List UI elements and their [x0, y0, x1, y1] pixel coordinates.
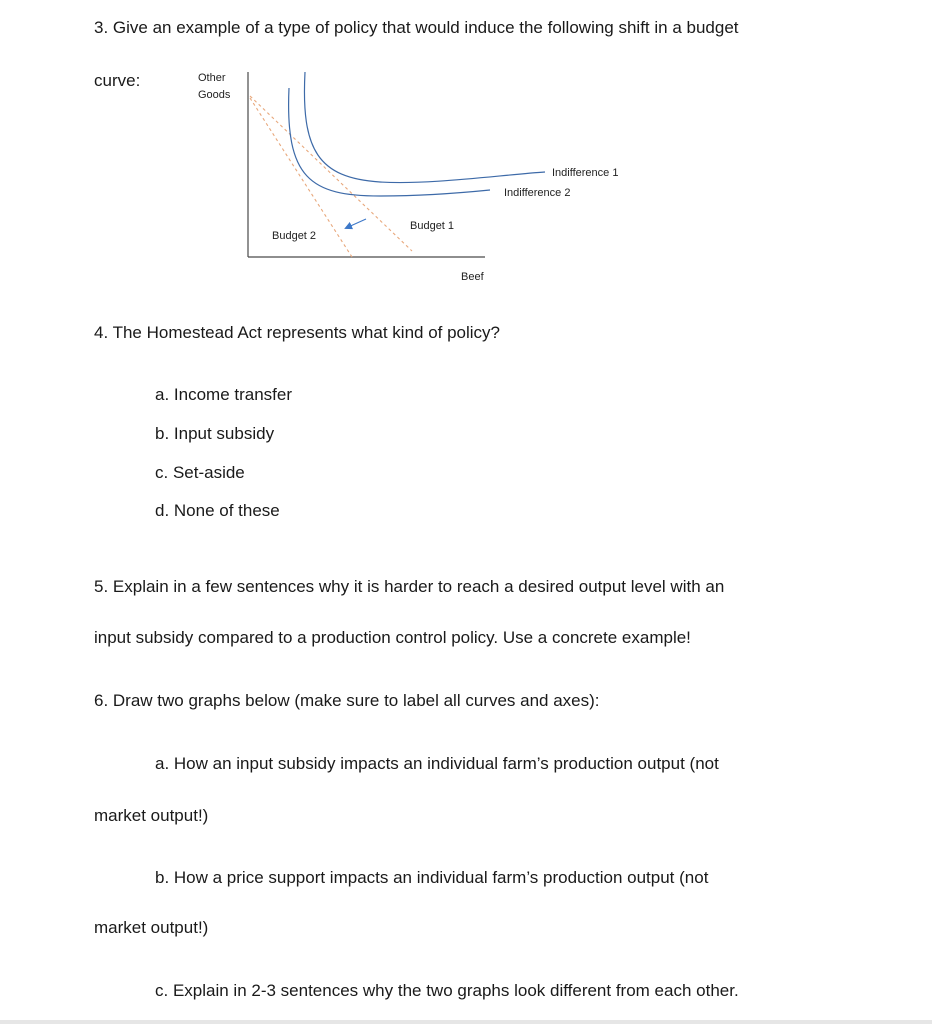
- question-3-text: 3. Give an example of a type of policy that would induce the following shift in a budget: [94, 18, 739, 37]
- option-b: b. Input subsidy: [155, 424, 275, 443]
- question-6a-line-2: market output!): [94, 806, 209, 825]
- option-c: c. Set-aside: [155, 463, 245, 482]
- shift-arrow: [346, 219, 366, 228]
- question-6a-line-1: a. How an input subsidy impacts an individual farm’s production output (not: [155, 754, 719, 773]
- question-6-text: 6. Draw two graphs below (make sure to label all curves and axes):: [94, 691, 600, 710]
- question-4-text: 4. The Homestead Act represents what kind of policy?: [94, 323, 501, 342]
- indifference-2-label: Indifference 2: [504, 187, 571, 199]
- question-5-line-1: 5. Explain in a few sentences why it is harder to reach a desired output level with an: [94, 577, 725, 596]
- budget-1-line: [250, 96, 412, 251]
- x-axis-label-beef: Beef: [461, 271, 484, 283]
- budget-1-label: Budget 1: [410, 220, 455, 232]
- question-5-line-2: input subsidy compared to a production control policy. Use a concrete example!: [94, 628, 691, 647]
- option-d: d. None of these: [155, 501, 280, 520]
- y-axis-label-other: Other: [198, 72, 226, 84]
- question-6b-line-2: market output!): [94, 918, 209, 937]
- y-axis-label-goods: Goods: [198, 89, 231, 101]
- question-6c-line-1: c. Explain in 2-3 sentences why the two graphs look different from each other.: [155, 981, 739, 1000]
- question-3-continuation: curve:: [94, 71, 141, 90]
- indifference-1-label: Indifference 1: [552, 167, 619, 179]
- option-a: a. Income transfer: [155, 385, 293, 404]
- indifference-1-curve: [304, 72, 545, 183]
- page-bottom-edge: [0, 1020, 932, 1024]
- budget-2-label: Budget 2: [272, 230, 317, 242]
- question-6b-line-1: b. How a price support impacts an individual farm’s production output (not: [155, 868, 709, 887]
- budget-shift-diagram: [0, 0, 932, 300]
